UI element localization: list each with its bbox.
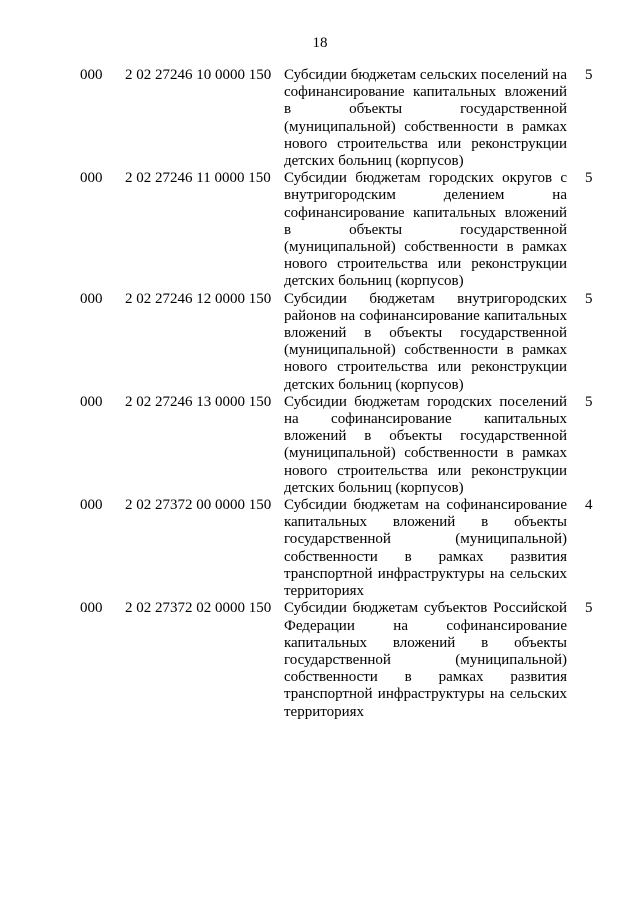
table-row	[0, 291, 640, 394]
revenue-name: Субсидии бюджетам сельских поселений на софинансирование капитальных вложений в объекты государственной (муниципальной) собственности в рамках нового строительства или реконструкции детских больниц (корпусов)	[284, 67, 567, 170]
admin-code: 000	[80, 67, 103, 83]
normative-value: 5	[585, 600, 593, 617]
normative-value: 4	[585, 497, 593, 514]
revenue-name: Субсидии бюджетам на софинансирование капитальных вложений в объекты государственной (муниципальной) собственности в рамках развития транспортной инфраструктуры на сельских территориях	[284, 497, 567, 600]
admin-code: 000	[80, 600, 103, 617]
revenue-name: Субсидии бюджетам городских поселений на софинансирование капитальных вложений в объекты государственной (муниципальной) собственности в рамках нового строительства или реконструкции детских больниц (корпусов)	[284, 393, 567, 496]
revenue-name: Субсидии бюджетам субъектов Российской Федерации на софинансирование капитальных вложений в объекты государственной (муниципальной) собственности в рамках развития транспортной инфраструктуры на сельских территориях	[284, 600, 567, 720]
budget-classification-code: 2 02 27246 11 0000 150	[125, 170, 271, 187]
table-row	[0, 394, 640, 497]
normative-value: 5	[585, 290, 593, 307]
budget-classification-code: 2 02 27372 02 0000 150	[125, 600, 272, 617]
normative-value: 5	[585, 67, 593, 83]
admin-code: 000	[80, 393, 103, 410]
budget-classification-code: 2 02 27246 13 0000 150	[125, 393, 272, 410]
budget-classification-code: 2 02 27246 12 0000 150	[125, 290, 272, 307]
table-row	[0, 600, 640, 720]
revenue-name: Субсидии бюджетам внутригородских районов на софинансирование капитальных вложений в объекты государственной (муниципальной) собственности в рамках нового строительства или реконструкции детских больниц (корпусов)	[284, 290, 567, 393]
normative-value: 5	[585, 170, 593, 187]
table-row	[0, 170, 640, 290]
admin-code: 000	[80, 170, 103, 187]
normative-value: 5	[585, 393, 593, 410]
admin-code: 000	[80, 290, 103, 307]
budget-classification-code: 2 02 27372 00 0000 150	[125, 497, 272, 514]
budget-classification-code: 2 02 27246 10 0000 150	[125, 67, 272, 83]
table-row	[0, 497, 640, 600]
revenue-name: Субсидии бюджетам городских округов с внутригородским делением на софинансирование капитальных вложений в объекты государственной (муниципальной) собственности в рамках нового строительства или реконструкции детских больниц (корпусов)	[284, 170, 567, 290]
page-number: 18	[312, 35, 328, 51]
admin-code: 000	[80, 497, 103, 514]
table-row	[0, 67, 640, 170]
revenue-classification-table	[0, 67, 640, 721]
